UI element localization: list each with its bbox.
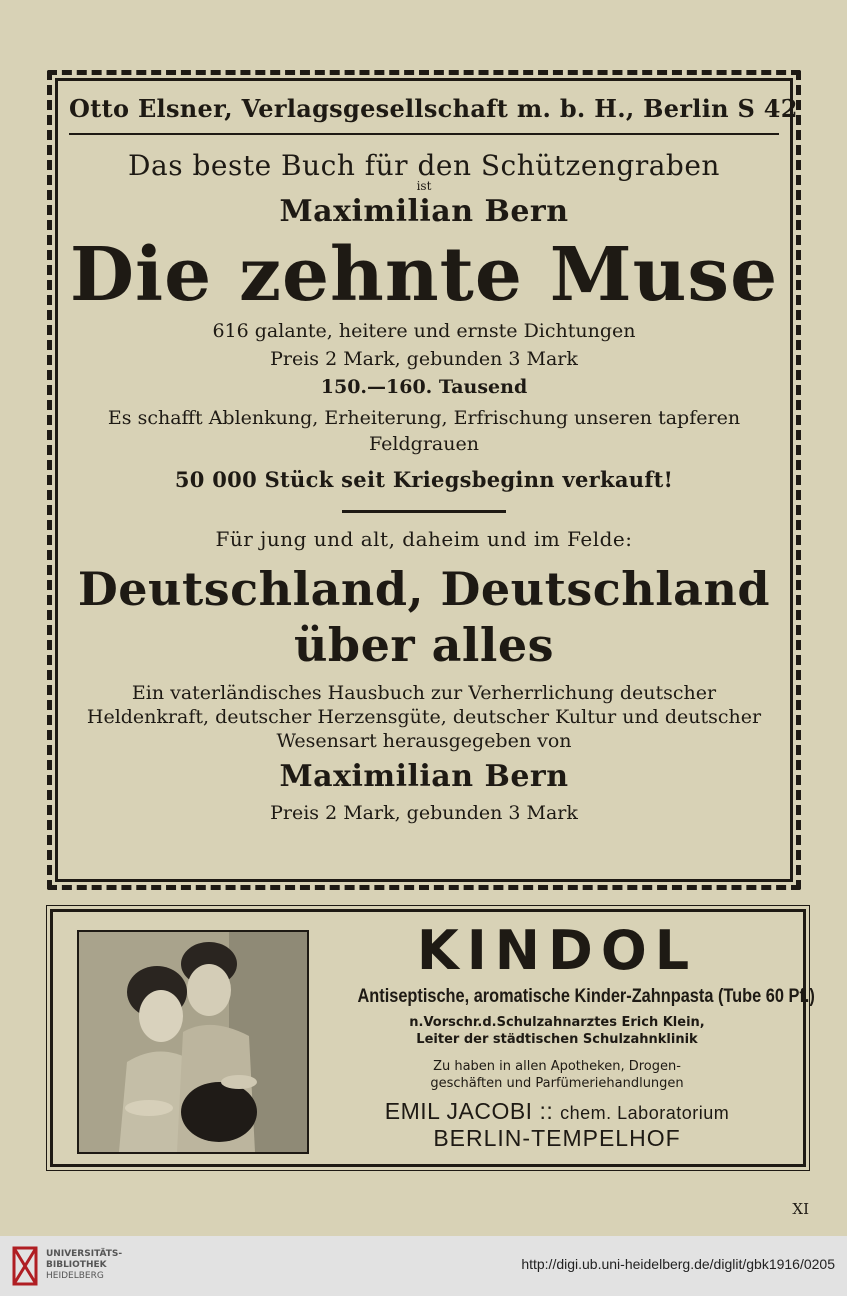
book1-title: Die zehnte Muse [69, 232, 779, 318]
book1-description: 616 galante, heitere und ernste Dichtungen [212, 320, 636, 342]
university-library-logo-icon[interactable] [10, 1244, 40, 1288]
children-photo [77, 930, 309, 1154]
permalink-url[interactable]: http://digi.ub.uni-heidelberg.de/diglit/gbk1916/0205 [521, 1256, 835, 1272]
company-line [325, 1098, 789, 1125]
kindol-advertisement [50, 909, 815, 1167]
endorsement-line2: Leiter der städtischen Schulzahnklinik [416, 1032, 698, 1047]
kindol-tagline: Antiseptische, aromatische Kinder-Zahnpasta (Tube 60 Pf.) [357, 986, 815, 1007]
publisher-line: Otto Elsner, Verlagsgesellschaft m. b. H., Berlin S 42 [69, 94, 779, 135]
elsner-advertisement [47, 70, 801, 890]
logo-line1: UNIVERSITÄTS- [46, 1249, 123, 1259]
kindol-text [325, 919, 815, 1156]
availability-line1: Zu haben in allen Apotheken, Drogen- [433, 1059, 681, 1074]
book1-ist: ist [416, 179, 432, 193]
book1-intro: Das beste Buch für den Schützengraben [128, 149, 720, 182]
book1-benefit: Es schafft Ablenkung, Erheiterung, Erfrischung unseren tapferen Feldgrauen [107, 407, 741, 455]
book1-sold: 50 000 Stück seit Kriegsbeginn verkauft! [174, 467, 674, 492]
book2-title-line2: über alles [293, 618, 555, 672]
page-number: XI [792, 1200, 809, 1218]
book1-author: Maximilian Bern [279, 194, 569, 229]
digitization-footer [0, 1236, 847, 1296]
book2-author: Maximilian Bern [279, 759, 569, 794]
book2-intro: Für jung und alt, daheim und im Felde: [215, 527, 633, 551]
book2-title-line1: Deutschland, Deutschland [77, 562, 771, 616]
company-lab: chem. Laboratorium [560, 1103, 730, 1123]
book1-edition: 150.—160. Tausend [320, 376, 528, 398]
kindol-brand: KINDOL [416, 919, 698, 982]
university-library-name[interactable] [46, 1249, 122, 1282]
logo-line2: BIBLIOTHEK [46, 1260, 107, 1270]
elsner-ad-content [69, 94, 798, 870]
section-divider [342, 510, 506, 513]
book2-description: Ein vaterländisches Hausbuch zur Verherrlichung deutscher Heldenkraft, deutscher Herzensgüte, deutscher Kultur und deutscher Wesensart herausgegeben von [86, 682, 762, 752]
company-name: EMIL JACOBI [384, 1098, 533, 1124]
company-separator: :: [539, 1098, 554, 1124]
book2-price: Preis 2 Mark, gebunden 3 Mark [270, 802, 578, 824]
availability-line2: geschäften und Parfümeriehandlungen [430, 1076, 684, 1091]
company-city: BERLIN-TEMPELHOF [433, 1125, 681, 1151]
logo-line3: HEIDELBERG [46, 1271, 104, 1281]
children-photo-illustration [79, 932, 307, 1152]
book1-price: Preis 2 Mark, gebunden 3 Mark [270, 348, 578, 370]
endorsement-line1: n.Vorschr.d.Schulzahnarztes Erich Klein, [409, 1015, 705, 1030]
